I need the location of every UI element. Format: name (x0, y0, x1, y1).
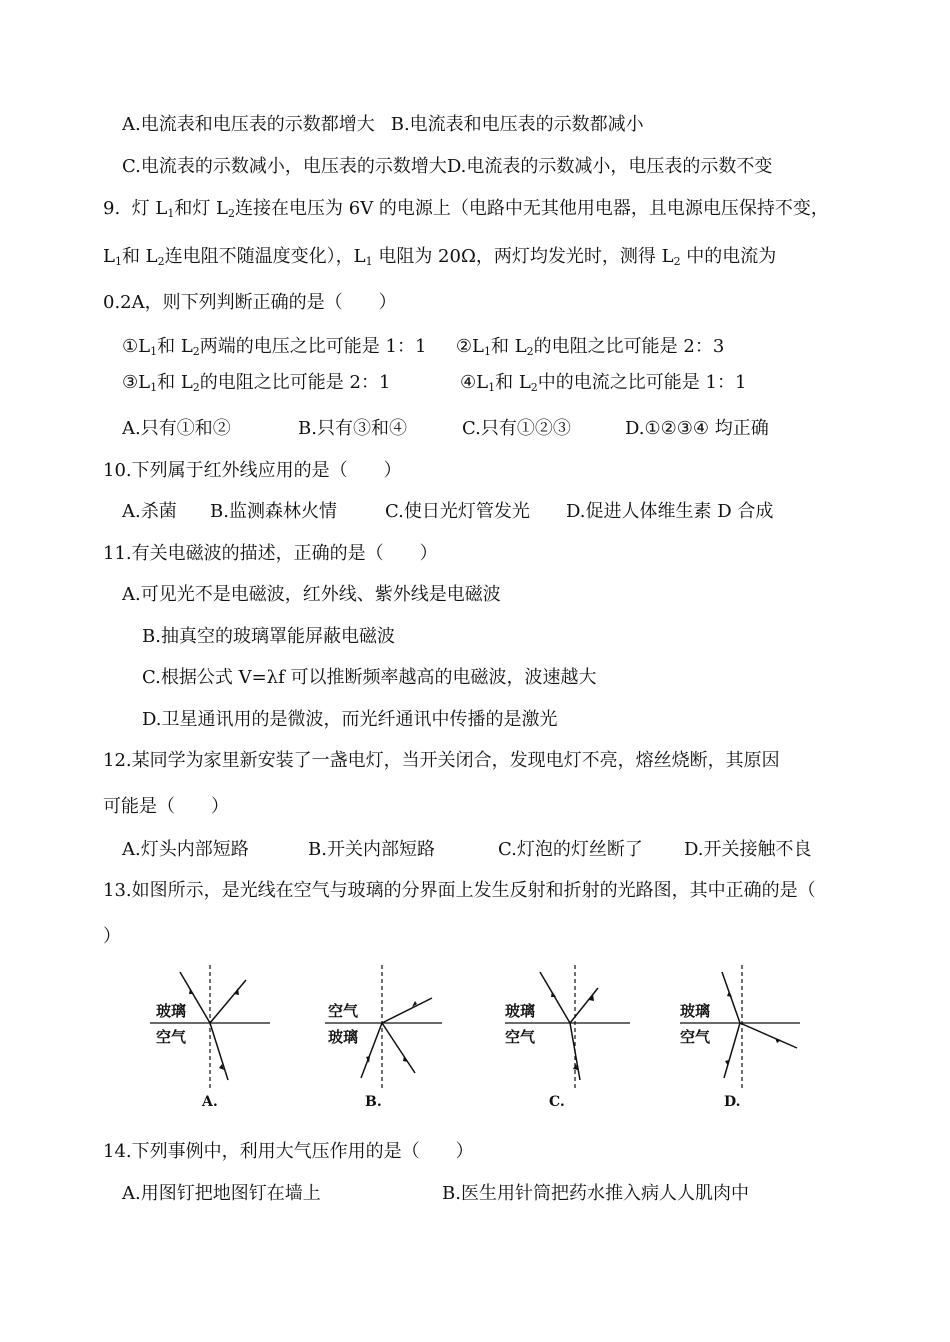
q9-statements-row2 (122, 372, 390, 394)
statement-text: ②L (455, 336, 484, 357)
statement-text: ④L (460, 372, 489, 393)
q9-stem-line2 (103, 246, 776, 268)
q12-option-c: C.灯泡的灯丝断了 (498, 839, 643, 860)
statement-text: 的电阻之比可能是 2：3 (533, 336, 725, 357)
q11-option-a: A.可见光不是电磁波，红外线、紫外线是电磁波 (122, 584, 501, 605)
label-top: 玻璃 (680, 1002, 711, 1020)
q13-figures (150, 960, 810, 1110)
q10-stem: 10.下列属于红外线应用的是（ ） (103, 460, 402, 481)
q8-option-c: C.电流表的示数减小，电压表的示数增大 (122, 156, 447, 177)
q14-stem: 14.下列事例中，利用大气压作用的是（ ） (103, 1141, 474, 1162)
q12-option-a: A.灯头内部短路 (122, 839, 249, 860)
q8-option-b: B.电流表和电压表的示数都减小 (390, 114, 644, 135)
q12-option-d: D.开关接触不良 (684, 839, 812, 860)
statement-text: 中的电流之比可能是 1：1 (537, 372, 747, 393)
q9-text: 和灯 L (174, 198, 229, 219)
q9-option-a: A.只有①和② (122, 418, 231, 439)
caption: C. (549, 1094, 565, 1110)
q11-option-d: D.卫星通讯用的是微波，而光纤通讯中传播的是激光 (142, 709, 558, 730)
statement-text: ①L (122, 336, 151, 357)
q11-stem: 11.有关电磁波的描述，正确的是（ ） (103, 543, 438, 564)
statement-text: 和 L (495, 372, 531, 393)
q13-stem-line1: 13.如图所示，是光线在空气与玻璃的分界面上发生反射和折射的光路图，其中正确的是（ (103, 880, 816, 901)
label-bottom: 空气 (680, 1028, 711, 1046)
statement-text: ③L (122, 372, 151, 393)
statement-text: 和 L (157, 372, 193, 393)
statement-text: 的电阻之比可能是 2：1 (199, 372, 391, 393)
label-top: 玻璃 (505, 1002, 536, 1020)
subscript: 1 (150, 381, 158, 394)
q9-number: 9. (103, 198, 121, 219)
figure-d (680, 960, 820, 1110)
subscript: 2 (192, 345, 200, 358)
q9-stem-line1 (103, 198, 829, 220)
subscript: 1 (488, 381, 496, 394)
label-top: 空气 (328, 1002, 359, 1020)
figure-a (150, 960, 290, 1110)
q9-statement-2 (456, 336, 724, 357)
subscript: 1 (114, 255, 122, 268)
q9-text: L (103, 246, 115, 267)
label-top: 玻璃 (156, 1002, 187, 1020)
q10-option-a: A.杀菌 (122, 501, 177, 522)
q9-text: 中的电流为 (686, 246, 777, 267)
q11-option-b: B.抽真空的玻璃罩能屏蔽电磁波 (142, 626, 395, 647)
q10-option-b: B.监测森林火情 (210, 501, 337, 522)
q8-options-row1 (122, 114, 644, 136)
q9-statement-3 (122, 372, 390, 393)
q9-text: 电阻为 20Ω，两灯均发光时，测得 L (378, 246, 674, 267)
q9-option-b: B.只有③和④ (298, 418, 407, 439)
q12-stem-line1: 12.某同学为家里新安装了一盏电灯，当开关闭合，发现电灯不亮，熔丝烧断，其原因 (103, 750, 780, 771)
label-bottom: 空气 (156, 1028, 187, 1046)
q9-option-d: D.①②③④ 均正确 (625, 418, 769, 439)
subscript: 2 (157, 255, 165, 268)
subscript: 2 (228, 207, 236, 220)
q8-option-a: A.电流表和电压表的示数都增大 (122, 114, 375, 135)
subscript: 1 (167, 207, 175, 220)
statement-text: 和 L (490, 336, 527, 357)
q9-statement-4 (460, 372, 746, 394)
q9-text: 连电阻不随温度变化），L (164, 246, 366, 267)
q13-stem-line2: ） (103, 926, 121, 947)
q12-stem-line2: 可能是（ ） (103, 796, 229, 817)
q11-option-c: C.根据公式 V=λf 可以推断频率越高的电磁波，波速越大 (142, 667, 597, 688)
q14-option-b: B.医生用针筒把药水推入病人人肌肉中 (442, 1183, 749, 1204)
q9-text: 灯 L (131, 198, 168, 219)
statement-text: 两端的电压之比可能是 1：1 (199, 336, 427, 357)
q9-statement-1 (122, 336, 426, 357)
q10-option-c: C.使日光灯管发光 (385, 501, 530, 522)
q14-option-a: A.用图钉把地图钉在墙上 (122, 1183, 321, 1204)
q8-options-row2 (122, 156, 772, 178)
subscript: 1 (150, 345, 158, 358)
subscript: 1 (483, 345, 491, 358)
figure-c (505, 960, 655, 1110)
q9-statements-row1 (122, 336, 724, 358)
subscript: 2 (192, 381, 200, 394)
subscript: 2 (530, 381, 538, 394)
q10-option-d: D.促进人体维生素 D 合成 (566, 501, 774, 522)
label-bottom: 玻璃 (328, 1028, 359, 1046)
subscript: 2 (526, 345, 534, 358)
q9-option-c: C.只有①②③ (462, 418, 571, 439)
q12-option-b: B.开关内部短路 (308, 839, 435, 860)
figure-b (325, 960, 465, 1110)
caption: D. (724, 1094, 741, 1110)
q9-text: 和 L (121, 246, 158, 267)
statement-text: 和 L (157, 336, 193, 357)
subscript: 1 (365, 255, 373, 268)
subscript: 2 (673, 255, 681, 268)
caption: A. (202, 1094, 218, 1110)
q9-stem-line3: 0.2A，则下列判断正确的是（ ） (103, 292, 397, 313)
q9-text: 连接在电压为 6V 的电源上（电路中无其他用电器，且电源电压保持不变， (235, 198, 829, 219)
q8-option-d: D.电流表的示数减小，电压表的示数不变 (446, 156, 773, 177)
caption: B. (365, 1094, 382, 1110)
label-bottom: 空气 (505, 1028, 536, 1046)
